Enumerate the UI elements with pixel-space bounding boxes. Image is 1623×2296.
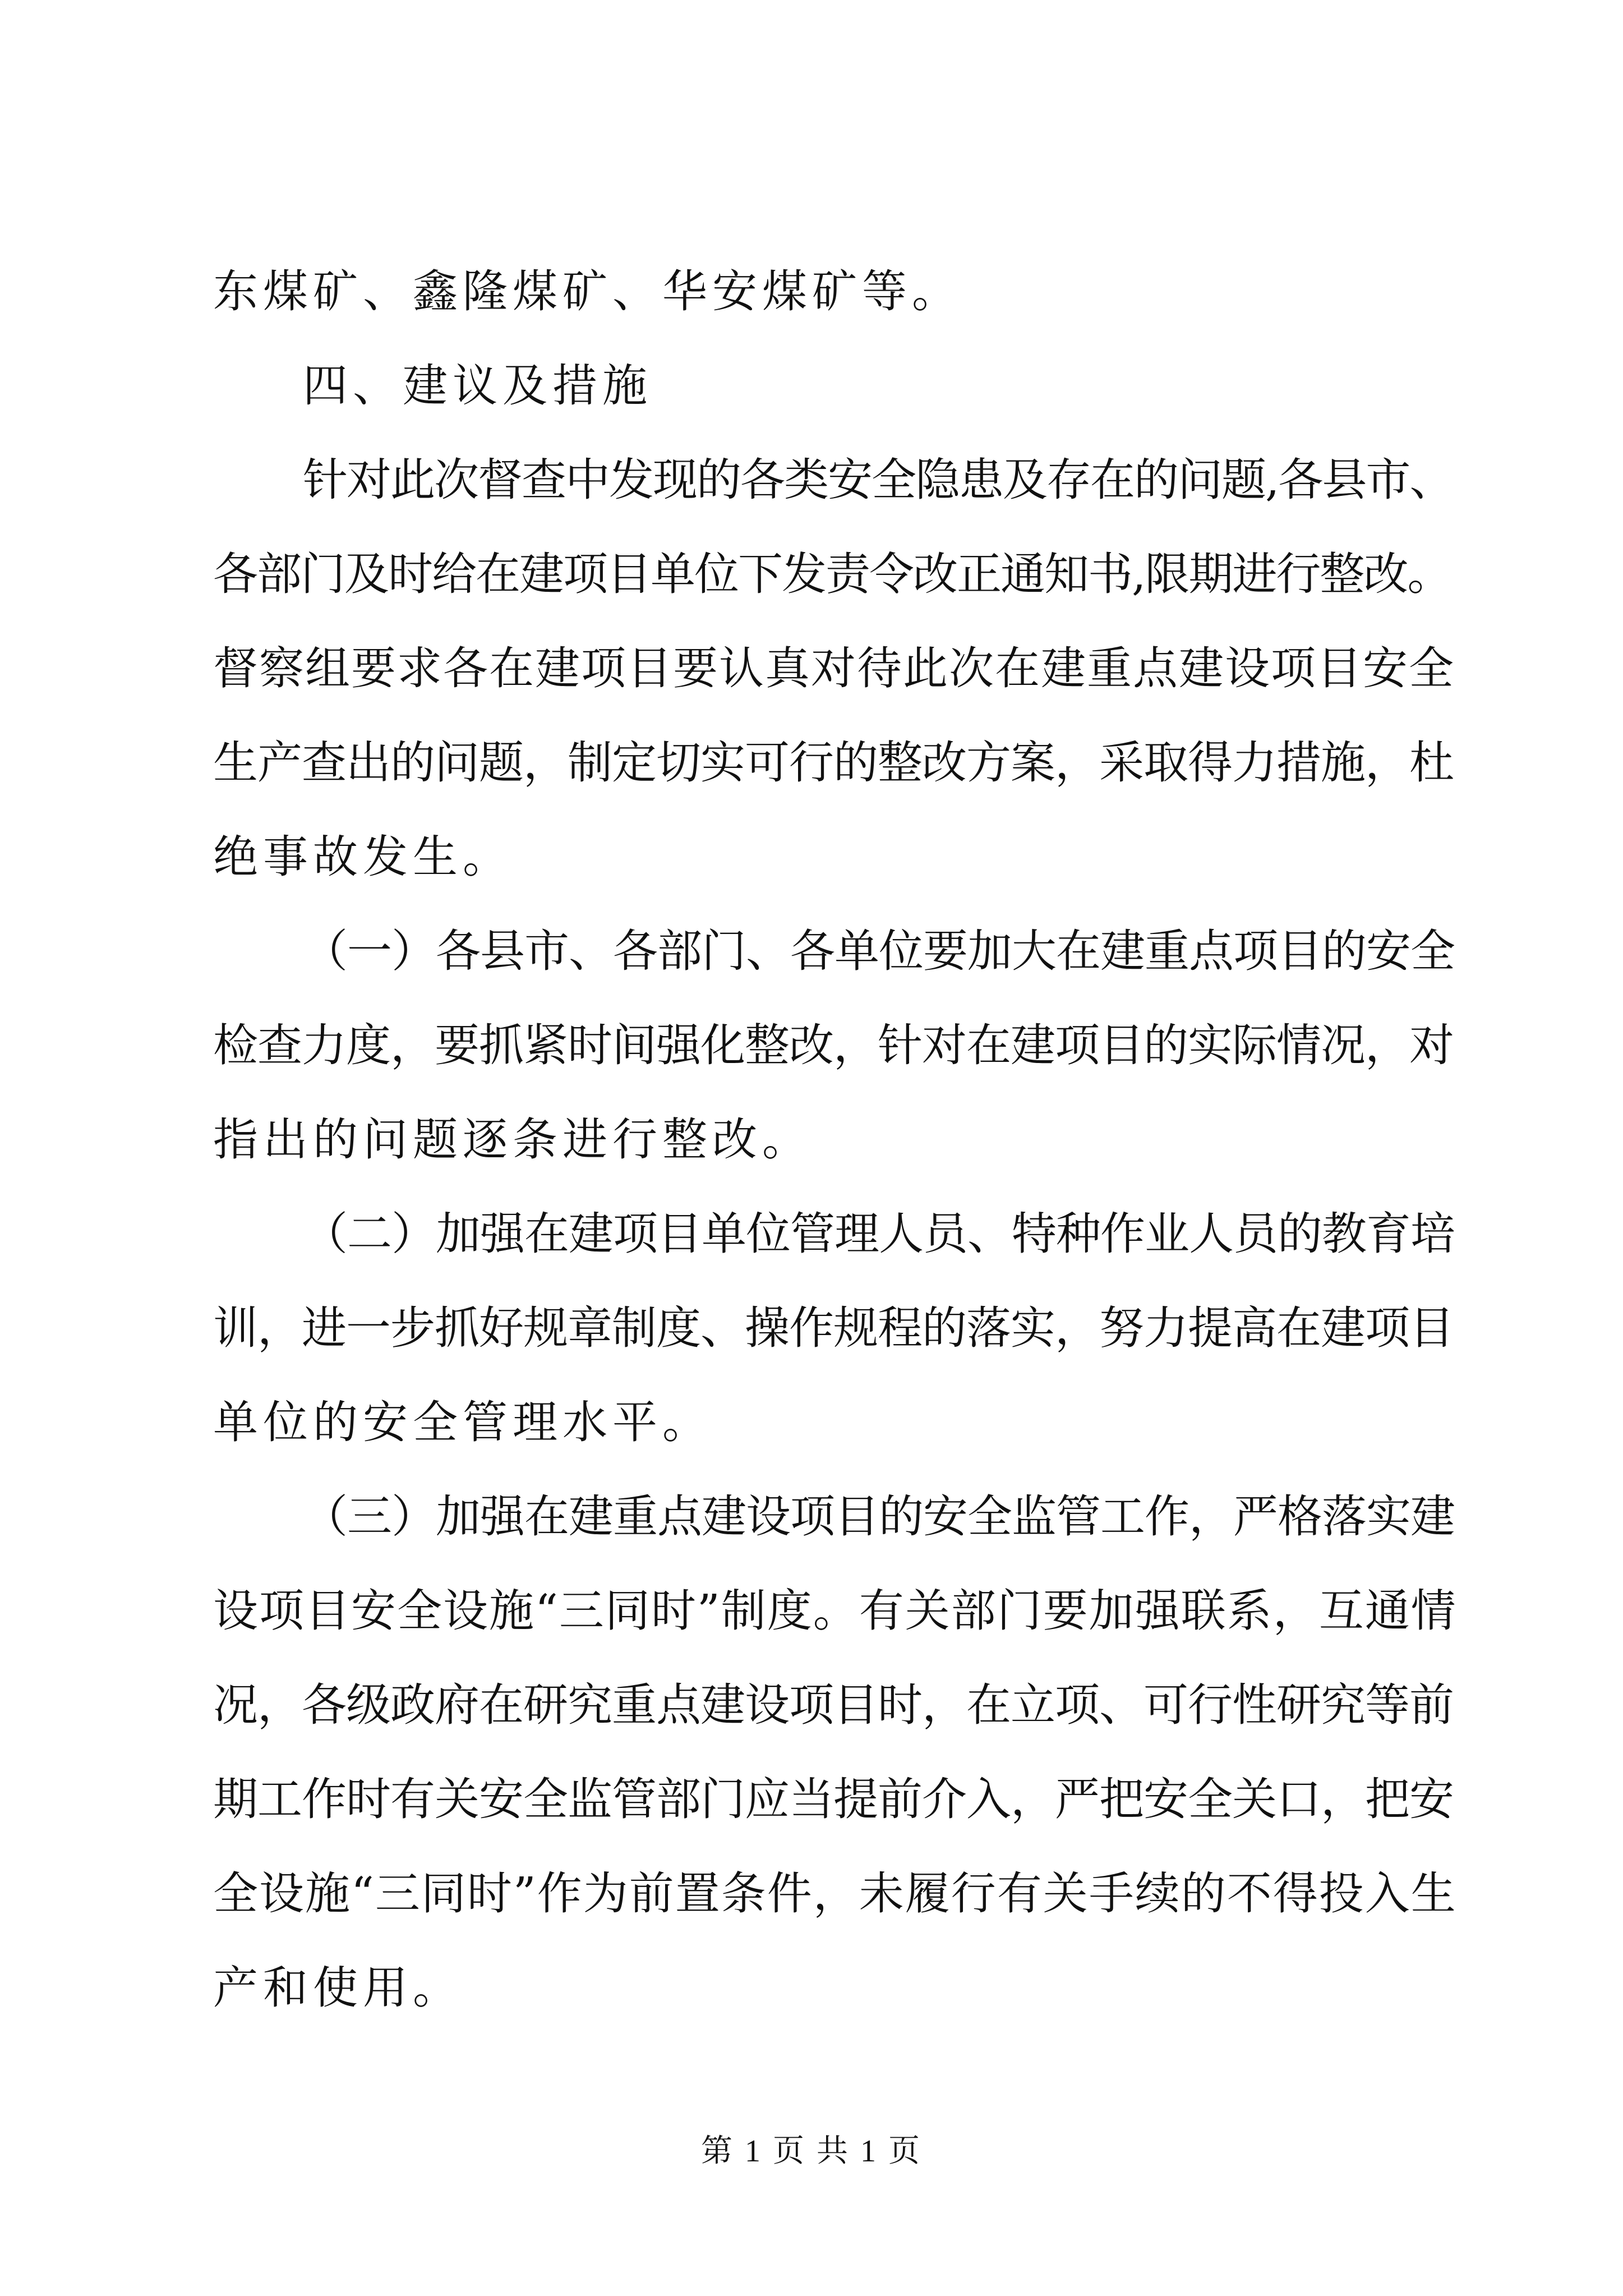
text-line-5: 督察组要求各在建项目要认真对待此次在建重点建设项目安全 <box>213 642 1455 694</box>
text-line-3: 针对此次督查中发现的各类安全隐患及存在的问题,各县市、 <box>303 454 1454 506</box>
text-line-7: 绝事故发生。 <box>213 831 513 883</box>
page-footer: 第 1 页 共 1 页 <box>701 2134 922 2169</box>
item-3-line-5: 全设施“三同时”作为前置条件，未履行有关手续的不得投入生 <box>213 1867 1457 1920</box>
item-1-line-1: （一）各县市、各部门、各单位要加大在建重点项目的安全 <box>303 925 1455 977</box>
section-heading: 四、建议及措施 <box>303 360 652 412</box>
item-2-line-2: 训，进一步抓好规章制度、操作规程的落实，努力提高在建项目 <box>213 1302 1454 1354</box>
item-3-line-6: 产和使用。 <box>213 1962 463 2014</box>
item-3-line-3: 况，各级政府在研究重点建设项目时，在立项、可行性研究等前 <box>213 1679 1454 1731</box>
text-line-6: 生产查出的问题，制定切实可行的整改方案，采取得力措施，杜 <box>213 737 1454 789</box>
item-3-line-1: （三）加强在建重点建设项目的安全监管工作，严格落实建 <box>303 1490 1455 1543</box>
item-2-line-1: （二）加强在建项目单位管理人员、特种作业人员的教育培 <box>303 1208 1455 1260</box>
text-line-4: 各部门及时给在建项目单位下发责令改正通知书,限期进行整改。 <box>213 548 1451 600</box>
item-2-line-3: 单位的安全管理水平。 <box>213 1396 712 1448</box>
item-3-line-2: 设项目安全设施“三同时”制度。有关部门要加强联系，互通情 <box>213 1585 1457 1637</box>
item-1-line-3: 指出的问题逐条进行整改。 <box>213 1114 812 1166</box>
text-line-1: 东煤矿、鑫隆煤矿、华安煤矿等。 <box>213 265 962 318</box>
item-3-line-4: 期工作时有关安全监管部门应当提前介入，严把安全关口，把安 <box>213 1773 1454 1825</box>
item-1-line-2: 检查力度，要抓紧时间强化整改，针对在建项目的实际情况，对 <box>213 1019 1454 1071</box>
